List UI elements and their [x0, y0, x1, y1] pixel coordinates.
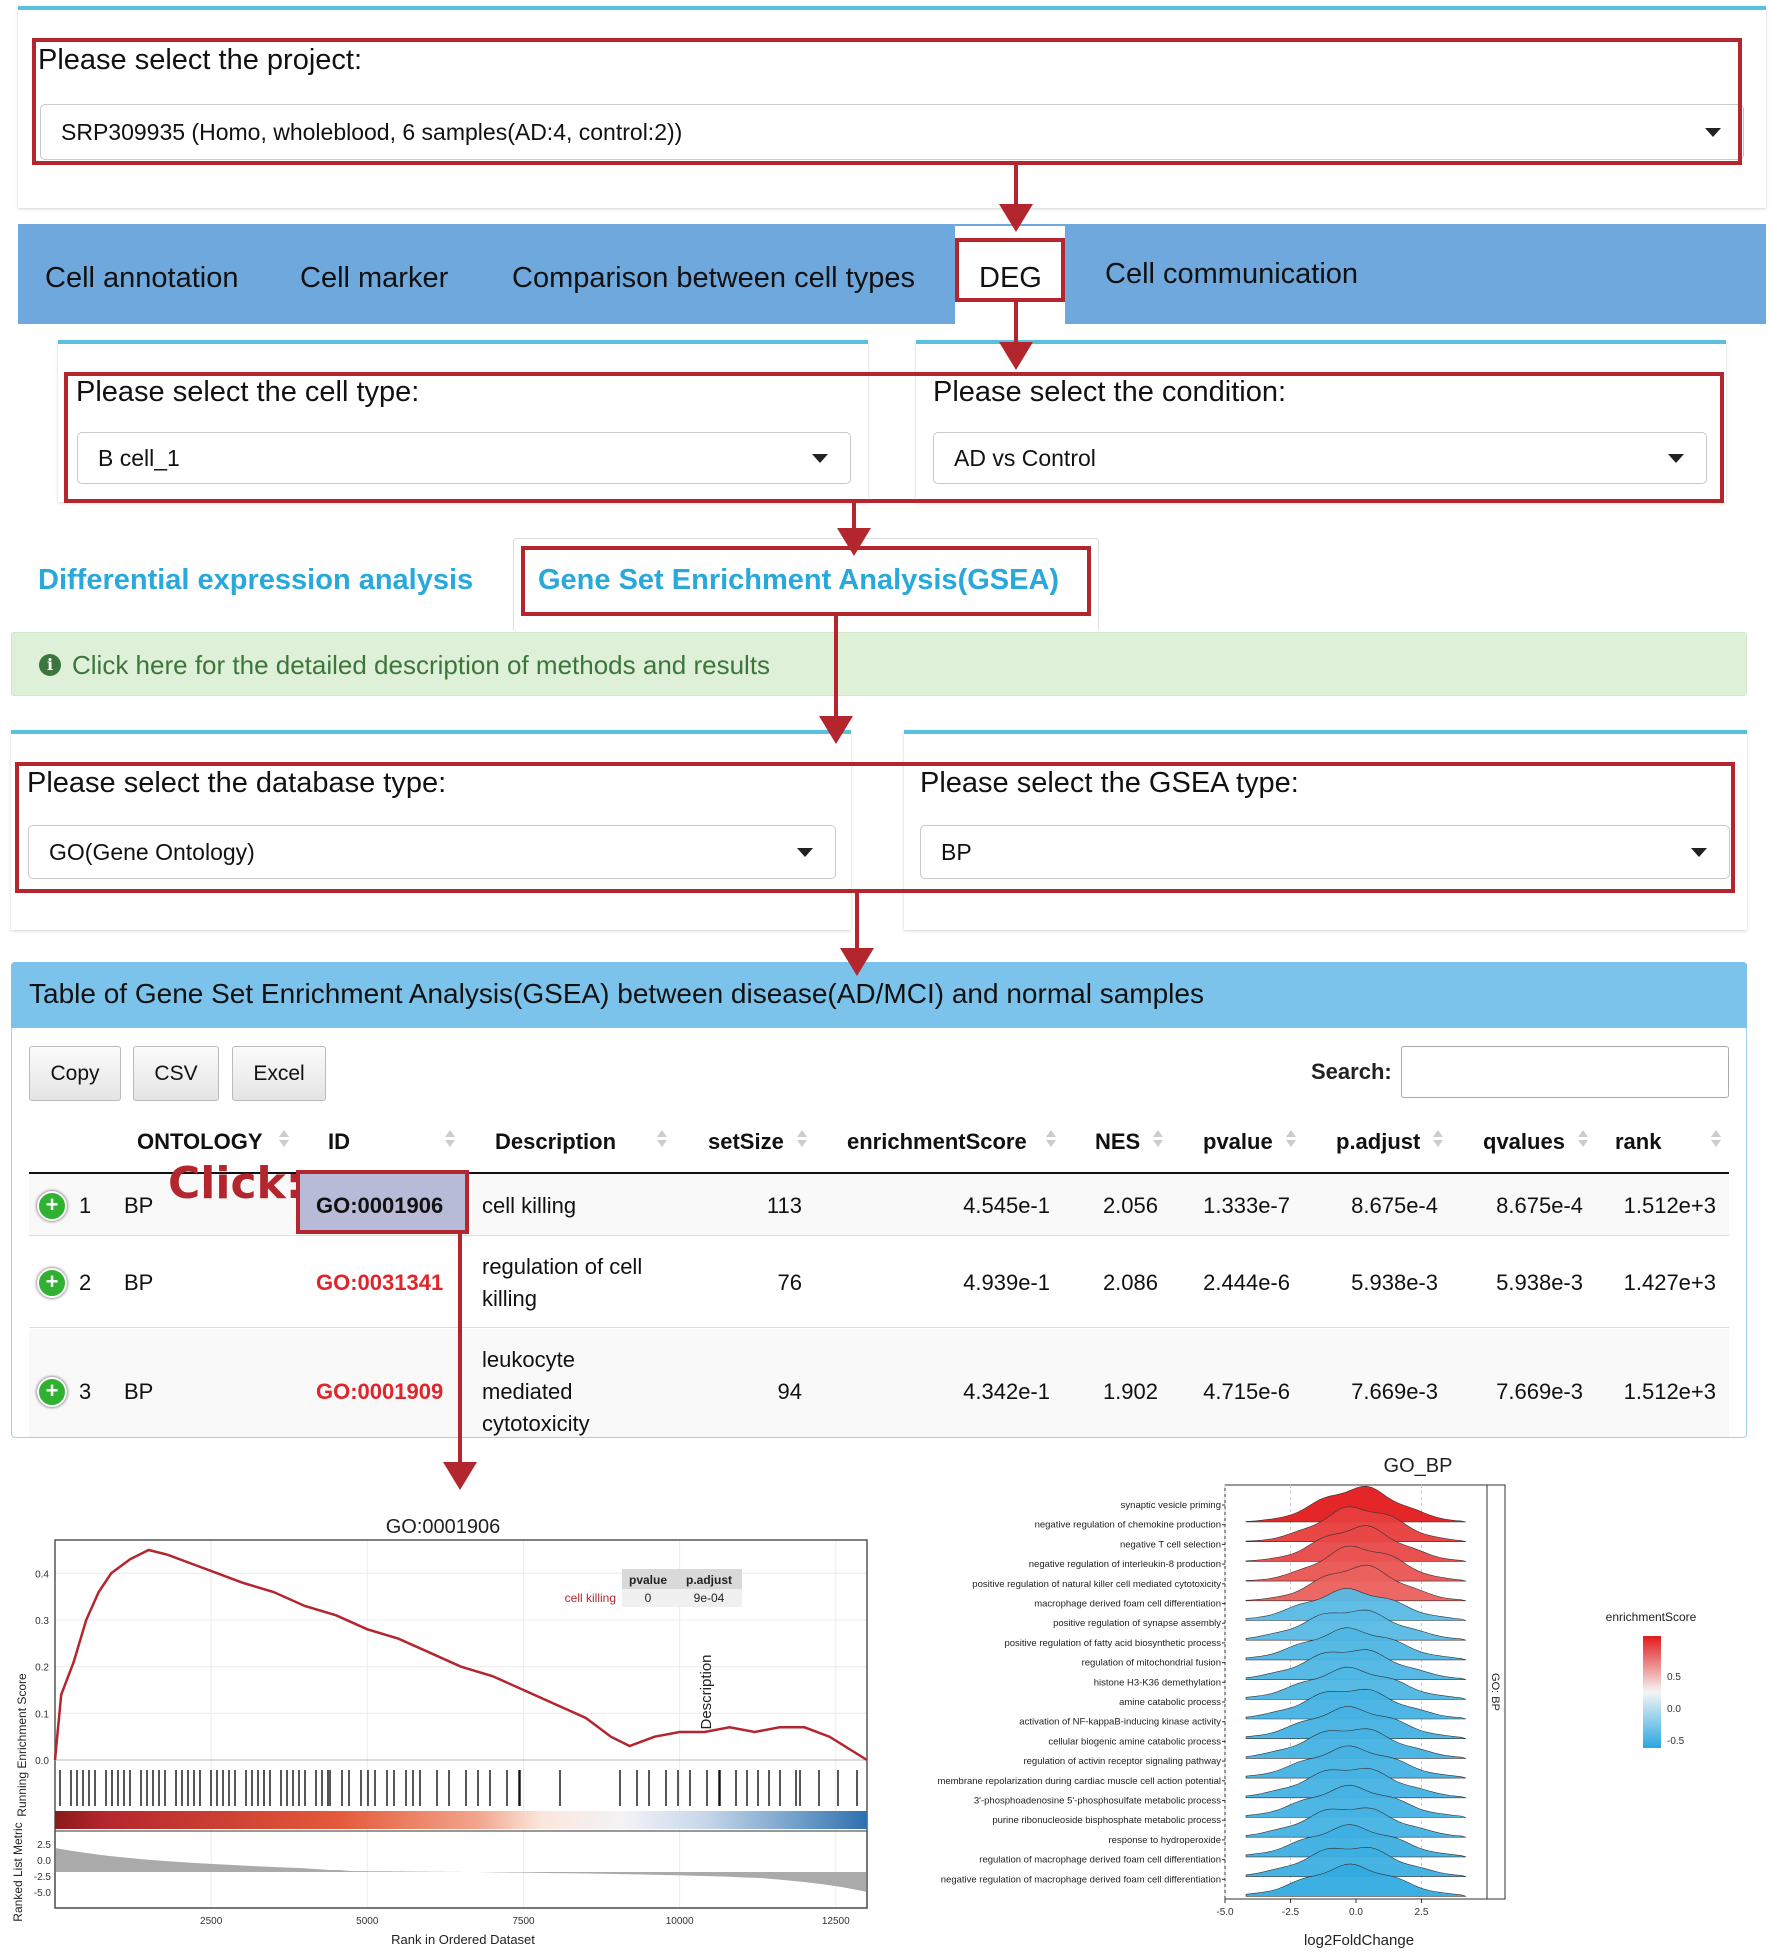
ridge-legend-tick-label: 0.0 [1667, 1704, 1681, 1715]
flow-arrow-head [840, 948, 874, 976]
cell-ontology: BP [124, 1379, 154, 1404]
flow-arrow-head [819, 716, 853, 744]
gsea-plot [0, 1500, 880, 1952]
flow-arrow-head [999, 342, 1033, 370]
excel-button[interactable]: Excel [232, 1046, 326, 1101]
ridge-category-label: positive regulation of fatty acid biosynthetic process [1004, 1637, 1221, 1649]
gsea-grid [55, 1540, 867, 1908]
col-header-description[interactable]: Description [495, 1129, 617, 1154]
gsea-legend-header-padjust: p.adjust [685, 1573, 733, 1587]
cell-description: cell killing [482, 1193, 577, 1218]
gsea-es-line [55, 1550, 867, 1760]
cell-enrichmentscore: 4.545e-1 [963, 1193, 1050, 1218]
gsea-lower-ytick-label: -5.0 [33, 1888, 51, 1899]
cell-nes: 2.086 [1102, 1270, 1158, 1295]
ridge-category-label: cellular biogenic amine catabolic process [1048, 1736, 1221, 1748]
gsea-ytick-label: 0.2 [35, 1662, 49, 1674]
gsea-xlabel: Rank in Ordered Dataset [391, 1932, 535, 1947]
highlight-celltype-condition [64, 372, 1724, 503]
tab-comparison[interactable]: Comparison between cell types [512, 262, 915, 294]
tab-cell-marker[interactable]: Cell marker [300, 262, 449, 294]
gsea-legend-row-pvalue: 0 [644, 1591, 652, 1605]
cell-nes: 2.056 [1102, 1193, 1158, 1218]
flow-arrow-head [443, 1462, 477, 1490]
cell-pvalue: 1.333e-7 [1203, 1193, 1290, 1218]
cell-qvalues: 7.669e-3 [1496, 1379, 1583, 1404]
row-number: 2 [79, 1270, 92, 1295]
gsea-lower-ytick-label: 2.5 [37, 1840, 51, 1851]
cell-rank: 1.512e+3 [1623, 1193, 1716, 1218]
gsea-legend-header-pvalue: pvalue [628, 1573, 668, 1587]
expand-row-icon[interactable]: + [37, 1191, 67, 1221]
info-icon: i [39, 654, 61, 676]
cell-rank: 1.427e+3 [1623, 1270, 1716, 1295]
ridge-xtick-label: -5.0 [1216, 1907, 1234, 1918]
table-title: Table of Gene Set Enrichment Analysis(GSEA) between disease(AD/MCI) and normal samples [29, 978, 1204, 1009]
tab-cell-communication[interactable]: Cell communication [1105, 258, 1359, 290]
cell-id[interactable]: GO:0001909 [316, 1379, 444, 1404]
ridge-xlabel: log2FoldChange [1303, 1932, 1415, 1949]
cell-setsize: 94 [777, 1379, 802, 1404]
cell-rank: 1.512e+3 [1623, 1379, 1716, 1404]
highlight-click-id [296, 1170, 469, 1234]
gseatype-label: Please select the GSEA type: [920, 767, 1299, 799]
gsea-xtick-label: 12500 [821, 1916, 850, 1927]
ridge-category-label: regulation of mitochondrial fusion [1081, 1657, 1221, 1669]
ridge-category-label: negative regulation of chemokine production [1034, 1519, 1221, 1531]
cell-pvalue: 2.444e-6 [1203, 1270, 1290, 1295]
gsea-xtick-label: 2500 [200, 1916, 223, 1927]
col-header-qvalues[interactable]: qvalues [1483, 1129, 1565, 1154]
subtab-dea[interactable]: Differential expression analysis [38, 564, 474, 596]
ridge-category-label: synaptic vesicle priming [1120, 1500, 1221, 1511]
flow-arrow [834, 616, 838, 720]
cell-description: leukocyte mediated cytotoxicity [482, 1347, 590, 1436]
gsea-ytick-label: 0.3 [35, 1616, 49, 1627]
ridge-category-label: amine catabolic process [1119, 1697, 1221, 1708]
ridge-category-label: purine ribonucleoside bisphosphate metabolic process [992, 1815, 1221, 1827]
info-bar[interactable] [11, 632, 1747, 696]
database-label: Please select the database type: [27, 767, 447, 799]
ridge-plot-title: GO_BP [1383, 1455, 1453, 1477]
ridge-category-label: histone H3-K36 demethylation [1093, 1677, 1221, 1689]
col-header-padjust[interactable]: p.adjust [1336, 1129, 1421, 1154]
ridge-category-label: regulation of macrophage derived foam cell differentiation [979, 1854, 1221, 1866]
ridge-xticks [1216, 1899, 1429, 1918]
cell-id[interactable]: GO:0031341 [316, 1270, 444, 1295]
tab-cell-annotation[interactable]: Cell annotation [45, 262, 239, 294]
ridge-facet-label: GO: BP [1489, 1673, 1501, 1711]
ridge-ylabel-rotated: Description [698, 1654, 715, 1730]
gsea-lower-ytick-label: 0.0 [37, 1856, 51, 1867]
tab-deg[interactable]: DEG [979, 262, 1042, 294]
col-header-setsize[interactable]: setSize [708, 1129, 784, 1154]
cell-setsize: 76 [777, 1270, 802, 1295]
cell-description: regulation of cell killing [482, 1254, 643, 1311]
ridge-legend-tick-label: -0.5 [1667, 1736, 1685, 1747]
gsea-ylabel: Running Enrichment Score [15, 1673, 29, 1817]
celltype-label: Please select the cell type: [76, 376, 420, 408]
gsea-ranked-metric-area [55, 1848, 867, 1892]
flow-arrow-head [837, 528, 871, 556]
gsea-lower-ylabel: Ranked List Metric [11, 1822, 25, 1922]
ridge-category-label: negative regulation of interleukin-8 production [1028, 1559, 1221, 1571]
flow-arrow [855, 893, 859, 953]
project-select-value: SRP309935 (Homo, wholeblood, 6 samples(AD:4, control:2)) [61, 118, 683, 145]
cell-enrichmentscore: 4.342e-1 [963, 1379, 1050, 1404]
gsea-yticks [35, 1569, 49, 1767]
ridge-legend-colorbar [1643, 1636, 1661, 1748]
click-annotation: Click: [168, 1158, 304, 1209]
ridge-labels [937, 1500, 1225, 1885]
row-number: 1 [79, 1193, 92, 1218]
cell-padjust: 7.669e-3 [1351, 1379, 1438, 1404]
csv-button[interactable]: CSV [133, 1046, 219, 1101]
gseatype-select-value: BP [941, 838, 972, 865]
search-input[interactable] [1401, 1046, 1729, 1098]
ridge-category-label: response to hydroperoxide [1108, 1834, 1221, 1846]
ridge-xtick-label: -2.5 [1281, 1907, 1300, 1918]
subtab-gsea[interactable]: Gene Set Enrichment Analysis(GSEA) [538, 564, 1060, 596]
col-header-rank[interactable]: rank [1615, 1129, 1662, 1154]
database-select-value: GO(Gene Ontology) [49, 838, 255, 865]
col-header-nes[interactable]: NES [1095, 1129, 1141, 1154]
condition-select-value: AD vs Control [954, 444, 1096, 471]
ridge-legend-ticks [1661, 1672, 1685, 1747]
gsea-lower-ytick-label: -2.5 [33, 1872, 51, 1883]
highlight-database-gseatype [15, 762, 1735, 893]
gsea-hits [60, 1770, 857, 1806]
ridge-category-label: 3'-phosphoadenosine 5'-phosphosulfate metabolic process [973, 1795, 1221, 1807]
cell-enrichmentscore: 4.939e-1 [963, 1270, 1050, 1295]
search-label: Search: [1311, 1059, 1392, 1084]
gsea-legend-row-padjust: 9e-04 [693, 1591, 725, 1605]
gsea-xtick-label: 10000 [665, 1916, 694, 1927]
ridge-category-label: regulation of activin receptor signaling pathway [1023, 1756, 1221, 1768]
ridge-xtick-label: 2.5 [1414, 1907, 1429, 1918]
ridge-category-label: membrane repolarization during cardiac muscle cell action potential [937, 1775, 1221, 1787]
ridge-legend-title: enrichmentScore [1605, 1610, 1697, 1624]
highlight-gsea-tab [521, 546, 1091, 616]
info-text: Click here for the detailed description of methods and results [72, 650, 771, 680]
celltype-select-value: B cell_1 [98, 444, 180, 471]
col-header-pvalue[interactable]: pvalue [1203, 1129, 1273, 1154]
gsea-legend-row-label: cell killing [564, 1591, 616, 1605]
cell-qvalues: 5.938e-3 [1496, 1270, 1583, 1295]
gsea-xtick-label: 5000 [356, 1916, 379, 1927]
col-header-enrichmentscore[interactable]: enrichmentScore [847, 1129, 1027, 1154]
gsea-lower-yticks [34, 1840, 52, 1899]
gsea-xticks [200, 1916, 850, 1927]
ridge-category-label: macrophage derived foam cell differentiation [1034, 1598, 1221, 1610]
project-label: Please select the project: [38, 44, 363, 76]
highlight-project [32, 38, 1742, 165]
cell-qvalues: 8.675e-4 [1496, 1193, 1583, 1218]
cell-padjust: 8.675e-4 [1351, 1193, 1438, 1218]
col-header-id[interactable]: ID [328, 1129, 350, 1154]
highlight-deg [955, 238, 1065, 302]
gsea-xtick-label: 7500 [512, 1916, 535, 1927]
cell-ontology: BP [124, 1270, 154, 1295]
ridge-category-label: negative T cell selection [1119, 1539, 1221, 1551]
gsea-ytick-label: 0.0 [35, 1756, 49, 1767]
ridge-category-label: activation of NF-kappaB-inducing kinase activity [1019, 1716, 1221, 1728]
flow-arrow-head [999, 204, 1033, 232]
cell-padjust: 5.938e-3 [1351, 1270, 1438, 1295]
condition-label: Please select the condition: [933, 376, 1287, 408]
ridge-legend-tick-label: 0.5 [1667, 1672, 1681, 1683]
cell-ontology: BP [124, 1193, 154, 1218]
row-number: 3 [79, 1379, 92, 1404]
cell-pvalue: 4.715e-6 [1203, 1379, 1290, 1404]
gsea-ytick-label: 0.4 [35, 1569, 49, 1581]
gsea-rank-heat-strip [55, 1811, 867, 1829]
cell-setsize: 113 [766, 1193, 802, 1218]
gsea-plot-frame [55, 1540, 867, 1908]
col-header-ontology[interactable]: ONTOLOGY [137, 1129, 263, 1154]
gsea-ytick-label: 0.1 [35, 1709, 49, 1721]
ridge-category-label: negative regulation of macrophage derived foam cell differentiation [940, 1874, 1221, 1886]
gsea-plot-title: GO:0001906 [385, 1516, 501, 1538]
ridge-xtick-label: 0.0 [1349, 1907, 1363, 1918]
ridge-category-label: positive regulation of natural killer cell mediated cytotoxicity [972, 1578, 1221, 1590]
cell-id[interactable]: GO:0001906 [316, 1193, 444, 1218]
flow-arrow [458, 1234, 462, 1464]
copy-button[interactable]: Copy [29, 1046, 121, 1101]
expand-row-icon[interactable]: + [37, 1377, 67, 1407]
ridge-category-label: positive regulation of synapse assembly [1053, 1618, 1221, 1630]
cell-nes: 1.902 [1102, 1379, 1158, 1404]
expand-row-icon[interactable]: + [37, 1268, 67, 1298]
